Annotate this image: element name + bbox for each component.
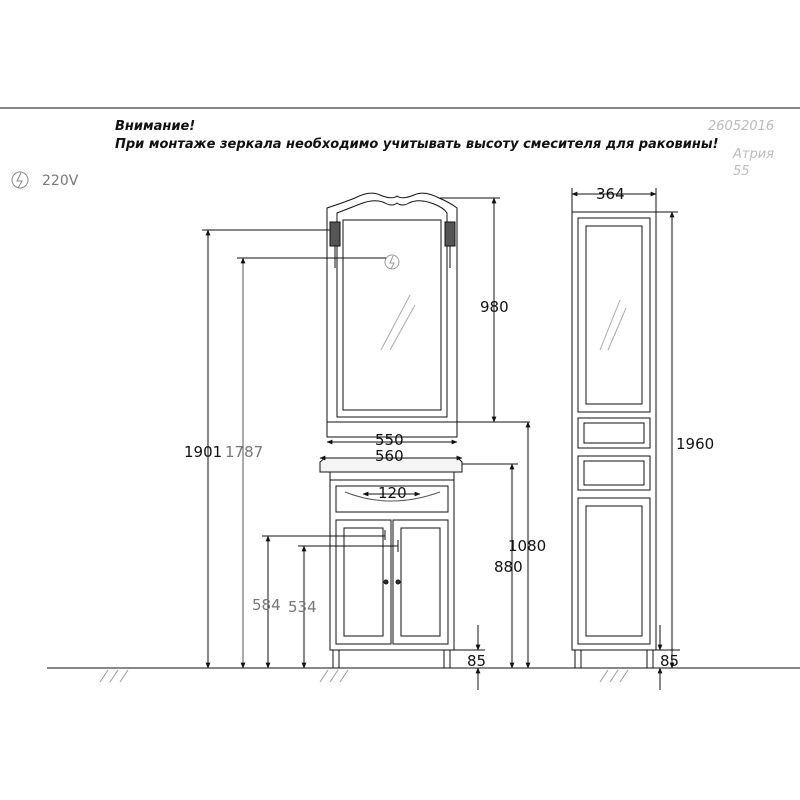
- dim-pencil-width: 364: [596, 185, 625, 203]
- mirror: [327, 193, 457, 437]
- dim-pencil-height: 1960: [676, 435, 715, 453]
- dim-basin-height: 880: [494, 558, 523, 576]
- outlet-marker-icon: [385, 255, 399, 269]
- series-name: Атрия: [733, 147, 774, 162]
- mirror-lamp-left: [330, 222, 340, 268]
- floor-hatch: [100, 670, 628, 682]
- dim-pipe-height-1: 584: [252, 596, 281, 614]
- dim-mirror-width: 550: [375, 431, 404, 449]
- pencil-case: [572, 212, 656, 668]
- dim-mirror-height: 980: [480, 298, 509, 316]
- dim-basin-width: 560: [375, 447, 404, 465]
- dim-outlet-height: 1901: [184, 443, 223, 461]
- dim-pipe-height-2: 534: [288, 598, 317, 616]
- dim-mirror-mount-height: 1787: [225, 443, 264, 461]
- series-size: 55: [733, 164, 750, 179]
- warning-title: Внимание!: [115, 119, 196, 134]
- drawing-code: 26052016: [708, 119, 775, 134]
- vanity-cabinet: [330, 480, 454, 668]
- dim-pencil-legs: 85: [660, 652, 680, 670]
- warning-text: При монтаже зеркала необходимо учитывать высоту смесителя для раковины!: [115, 137, 719, 152]
- dim-mirror-bottom-height: 1080: [508, 537, 547, 555]
- electrical-outlet-icon: [12, 172, 28, 188]
- dim-vanity-legs: 85: [467, 652, 487, 670]
- dim-faucet-spacing: 120: [378, 484, 407, 502]
- power-label: 220V: [42, 173, 79, 189]
